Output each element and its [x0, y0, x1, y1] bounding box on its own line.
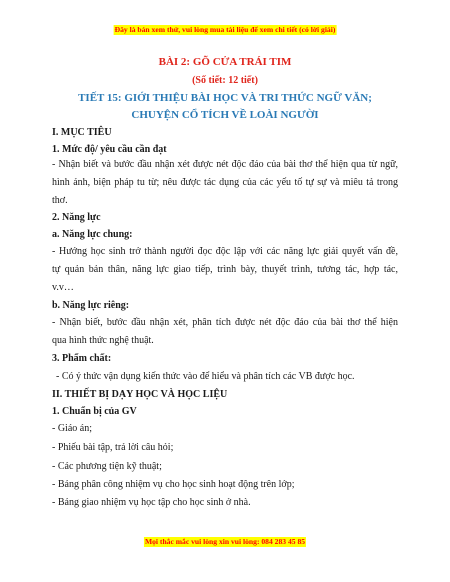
section-title-line-2: CHUYỆN CỔ TÍCH VỀ LOÀI NGƯỜI — [131, 109, 319, 121]
lesson-periods: (Số tiết: 12 tiết) — [192, 75, 258, 86]
paragraph-line: v.v… — [52, 282, 74, 293]
heading-teacher-prep: 1. Chuẩn bị của GV — [52, 406, 137, 417]
heading-specific-competency: b. Năng lực riêng: — [52, 300, 130, 311]
list-item: - Bảng giao nhiệm vụ học tập cho học sinh ở nhà. — [52, 497, 251, 508]
preview-notice-banner: Đây là bản xem thử, vui lòng mua tài liệu để xem chi tiết (có lời giải) — [114, 25, 336, 34]
paragraph-line: - Có ý thức vận dụng kiến thức vào để hiểu và phân tích các VB được học. — [56, 371, 355, 382]
list-item: - Bảng phân công nhiệm vụ cho học sinh hoạt động trên lớp; — [52, 479, 295, 490]
contact-banner: Mọi thắc mắc vui lòng xin vui lòng: 084 283 45 85 — [144, 537, 306, 546]
paragraph-line: qua hình thức nghệ thuật. — [52, 335, 154, 346]
heading-competencies: 2. Năng lực — [52, 212, 101, 223]
paragraph-line: - Hướng học sinh trở thành người đọc độc lập với các năng lực giải quyết vấn đề, — [52, 246, 398, 257]
paragraph-line: - Nhận biết và bước đầu nhận xét được nét độc đáo của bài thơ thể hiện qua từ ngữ, — [52, 159, 398, 170]
heading-equipment: II. THIẾT BỊ DẠY HỌC VÀ HỌC LIỆU — [52, 389, 228, 400]
list-item: - Các phương tiện kỹ thuật; — [52, 461, 162, 472]
heading-requirements: 1. Mức độ/ yêu cầu cần đạt — [52, 144, 167, 155]
list-item: - Phiếu bài tập, trả lời câu hỏi; — [52, 442, 174, 453]
paragraph-line: hình ảnh, biện pháp tu từ; nêu được tác dụng của các yếu tố tự sự và miêu tả trong — [52, 177, 398, 188]
list-item: - Giáo án; — [52, 423, 92, 434]
section-title-line-1: TIẾT 15: GIỚI THIỆU BÀI HỌC VÀ TRI THỨC NGỮ VĂN; — [78, 92, 372, 104]
heading-objectives: I. MỤC TIÊU — [52, 127, 112, 138]
paragraph-line: thơ. — [52, 195, 68, 206]
lesson-title: BÀI 2: GÕ CỬA TRÁI TIM — [158, 56, 292, 68]
paragraph-line: - Nhận biết, bước đầu nhận xét, phân tích được nét độc đáo của bài thơ thể hiện — [52, 317, 398, 328]
heading-general-competency: a. Năng lực chung: — [52, 229, 133, 240]
paragraph-line: tự quản bản thân, năng lực giao tiếp, trình bày, thuyết trình, tương tác, hợp tác, — [52, 264, 398, 275]
heading-qualities: 3. Phẩm chất: — [52, 353, 112, 364]
